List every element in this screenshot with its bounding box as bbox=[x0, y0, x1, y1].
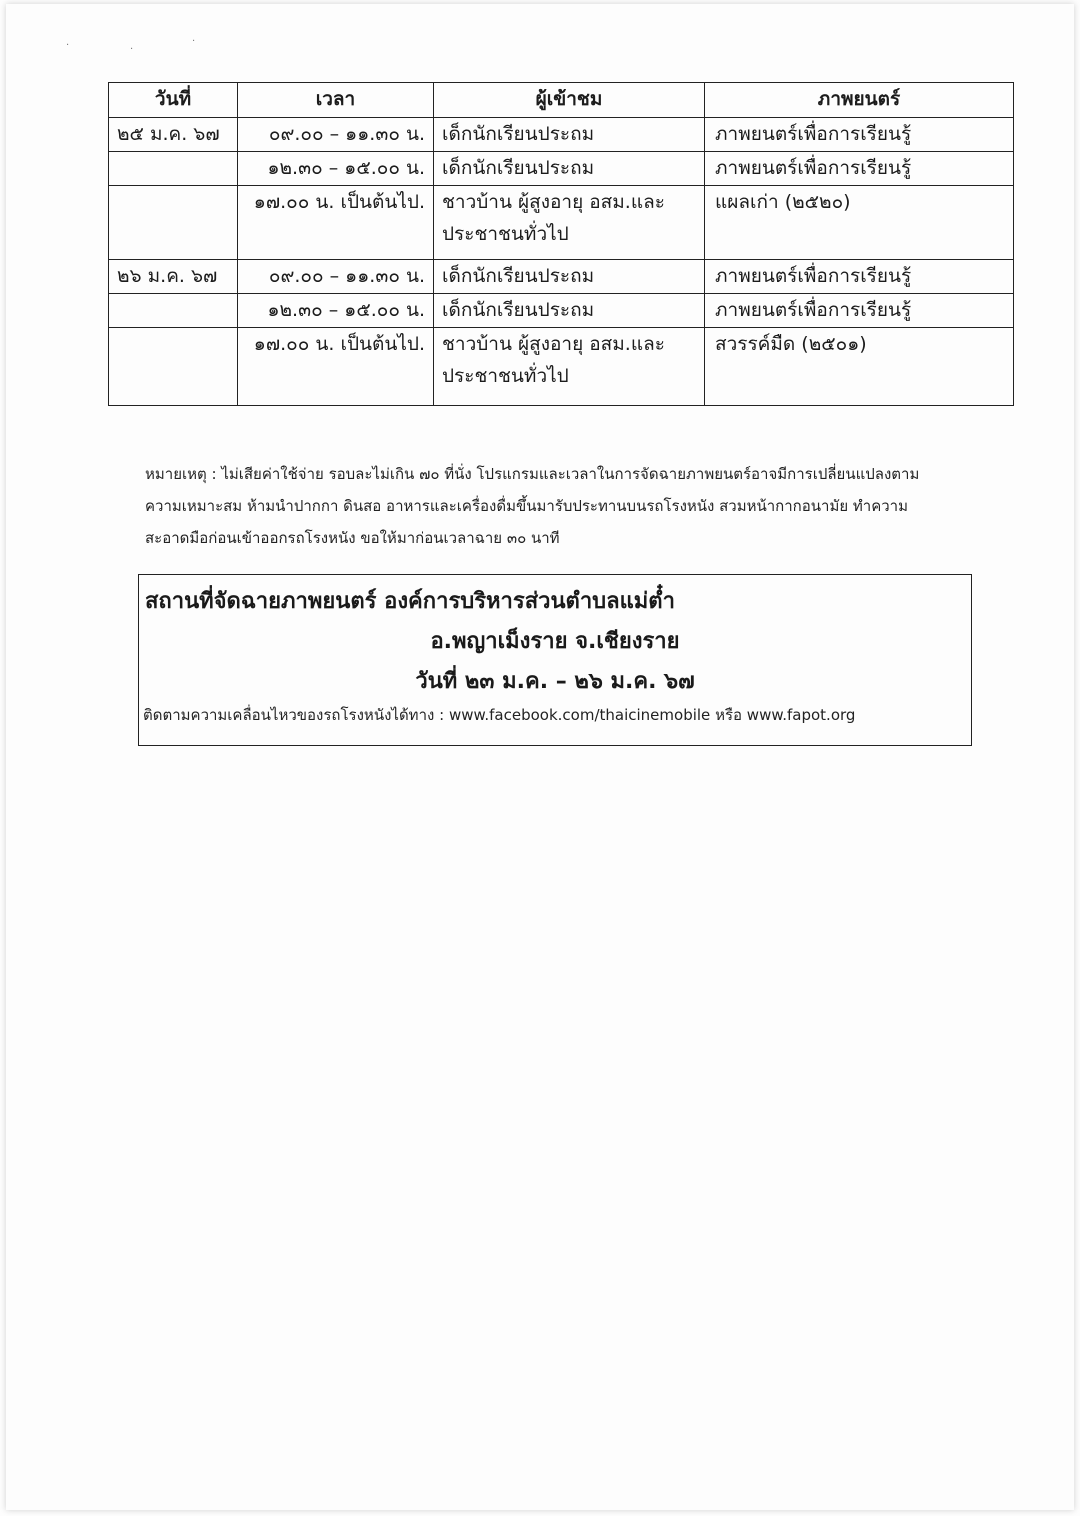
cell-audience: ชาวบ้าน ผู้สูงอายุ อสม.และประชาชนทั่วไป bbox=[434, 186, 705, 260]
or-text: หรือ bbox=[715, 706, 743, 724]
website-link[interactable]: www.fapot.org bbox=[746, 706, 856, 724]
header-time: เวลา bbox=[238, 83, 434, 118]
header-film: ภาพยนตร์ bbox=[705, 83, 1014, 118]
note-line: ความเหมาะสม ห้ามนำปากกา ดินสอ อาหารและเครื่องดื่มขึ้นมารับประทานบนรถโรงหนัง สวมหน้ากากอนามัย ทำความ bbox=[145, 497, 908, 515]
remarks-note bbox=[145, 458, 975, 554]
venue-dates: วันที่ ๒๓ ม.ค. – ๒๖ ม.ค. ๖๗ bbox=[415, 669, 695, 694]
cell-time: ๑๒.๓๐ – ๑๕.๐๐ น. bbox=[238, 294, 434, 328]
cell-date bbox=[109, 328, 238, 406]
cell-audience: เด็กนักเรียนประถม bbox=[434, 152, 705, 186]
table-header-row bbox=[109, 83, 1014, 118]
header-audience: ผู้เข้าชม bbox=[434, 83, 705, 118]
table-row bbox=[109, 118, 1014, 152]
cell-date bbox=[109, 294, 238, 328]
cell-time: ๑๗.๐๐ น. เป็นต้นไป. bbox=[238, 328, 434, 406]
table-row bbox=[109, 260, 1014, 294]
cell-date bbox=[109, 186, 238, 260]
cell-film: ภาพยนตร์เพื่อการเรียนรู้ bbox=[705, 152, 1014, 186]
cell-film: ภาพยนตร์เพื่อการเรียนรู้ bbox=[705, 118, 1014, 152]
cell-film: สวรรค์มืด (๒๕๐๑) bbox=[705, 328, 1014, 406]
cell-audience: เด็กนักเรียนประถม bbox=[434, 294, 705, 328]
cell-film: แผลเก่า (๒๕๒๐) bbox=[705, 186, 1014, 260]
table-row bbox=[109, 186, 1014, 260]
cell-audience: เด็กนักเรียนประถม bbox=[434, 118, 705, 152]
cell-audience: เด็กนักเรียนประถม bbox=[434, 260, 705, 294]
cell-date bbox=[109, 152, 238, 186]
table-row bbox=[109, 152, 1014, 186]
scan-specks bbox=[60, 30, 240, 60]
cell-film: ภาพยนตร์เพื่อการเรียนรู้ bbox=[705, 260, 1014, 294]
scan-speck: · bbox=[66, 40, 70, 51]
schedule-table bbox=[108, 82, 1014, 406]
cell-date: ๒๖ ม.ค. ๖๗ bbox=[109, 260, 238, 294]
cell-time: ๑๒.๓๐ – ๑๕.๐๐ น. bbox=[238, 152, 434, 186]
table-row bbox=[109, 294, 1014, 328]
facebook-link[interactable]: www.facebook.com/thaicinemobile bbox=[448, 706, 711, 724]
venue-title: สถานที่จัดฉายภาพยนตร์ องค์การบริหารส่วนตำบลแม่ต๋ำ bbox=[145, 589, 675, 614]
follow-line bbox=[143, 703, 855, 727]
follow-label: ติดตามความเคลื่อนไหวของรถโรงหนังได้ทาง : bbox=[143, 706, 445, 724]
cell-time: ๐๙.๐๐ – ๑๑.๓๐ น. bbox=[238, 118, 434, 152]
note-line: สะอาดมือก่อนเข้าออกรถโรงหนัง ขอให้มาก่อนเวลาฉาย ๓๐ นาที bbox=[145, 529, 560, 547]
cell-time: ๐๙.๐๐ – ๑๑.๓๐ น. bbox=[238, 260, 434, 294]
scan-speck: · bbox=[192, 36, 196, 47]
cell-date: ๒๕ ม.ค. ๖๗ bbox=[109, 118, 238, 152]
header-date: วันที่ bbox=[109, 83, 238, 118]
cell-film: ภาพยนตร์เพื่อการเรียนรู้ bbox=[705, 294, 1014, 328]
venue-district: อ.พญาเม็งราย จ.เชียงราย bbox=[430, 629, 680, 654]
venue-box bbox=[138, 574, 972, 746]
cell-time: ๑๗.๐๐ น. เป็นต้นไป. bbox=[238, 186, 434, 260]
note-line: หมายเหตุ : ไม่เสียค่าใช้จ่าย รอบละไม่เกิน ๗๐ ที่นั่ง โปรแกรมและเวลาในการจัดฉายภาพยนตร์อาจมีการเปลี่ยนแปลงตาม bbox=[145, 465, 920, 483]
table-row bbox=[109, 328, 1014, 406]
scan-speck: · bbox=[130, 44, 134, 55]
cell-audience: ชาวบ้าน ผู้สูงอายุ อสม.และประชาชนทั่วไป bbox=[434, 328, 705, 406]
